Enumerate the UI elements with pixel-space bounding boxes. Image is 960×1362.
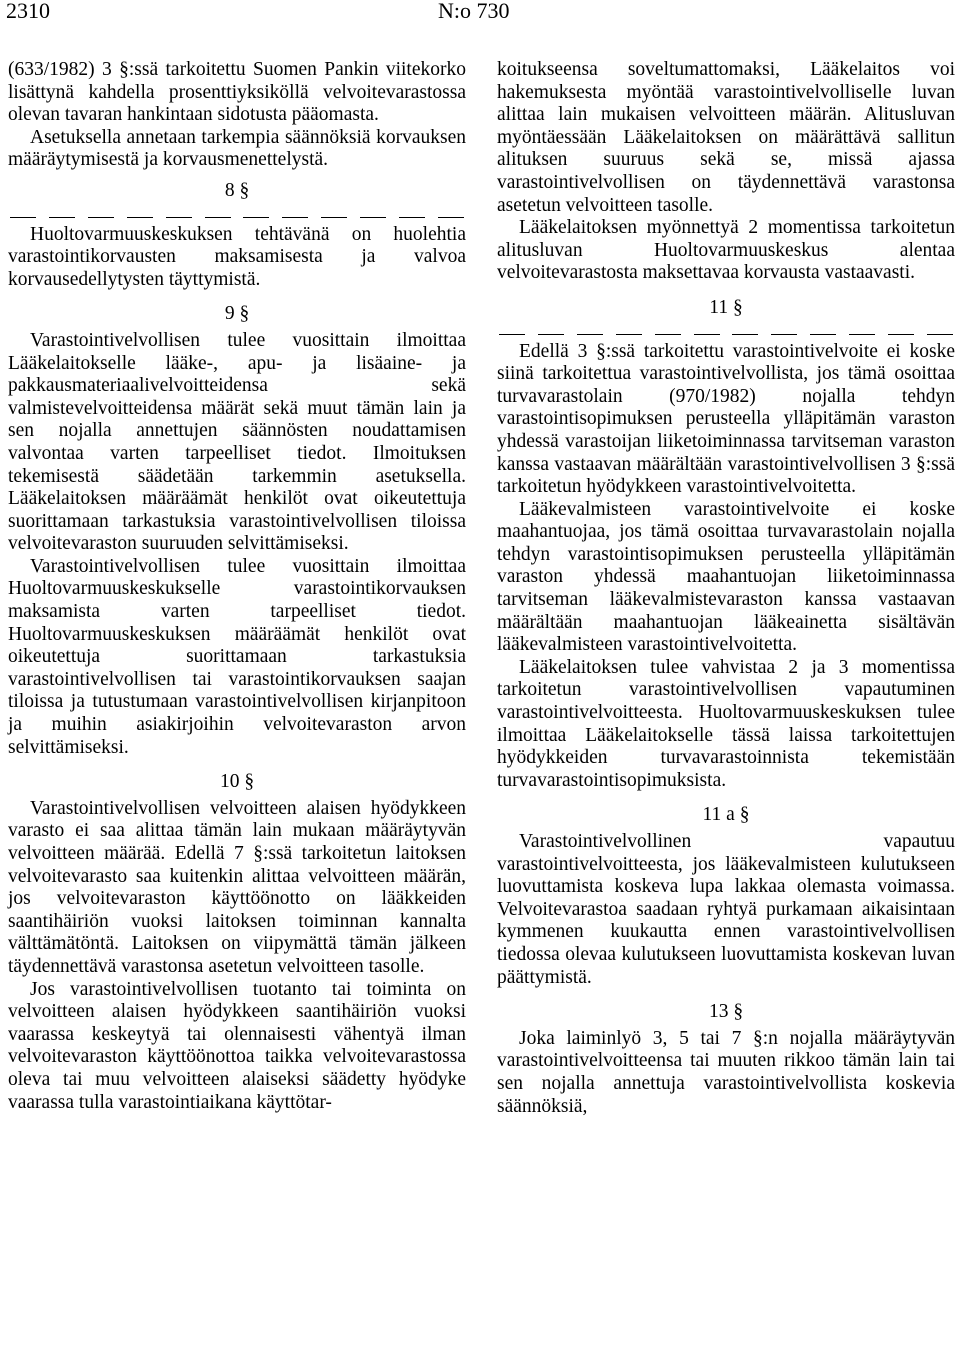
paragraph: (633/1982) 3 §:ssä tarkoitettu Suomen Pankin viitekorko lisättynä kahdella prosenttiyksiköllä velvoitevarastossa olevan tavaran hankintaan sidotusta pääomasta. [8, 59, 466, 126]
section-heading-10: 10 § [219, 771, 255, 793]
paragraph: Lääkelaitoksen myönnettyä 2 momentissa tarkoitetun alitusluvan Huoltovarmuuskeskus alentaa velvoitevarastosta maksettavaa korvausta vastaavasti. [497, 217, 955, 284]
omission-dashes [8, 207, 466, 218]
section-heading-13: 13 § [708, 1001, 744, 1023]
paragraph: Varastointivelvollisen tulee vuosittain ilmoittaa Lääkelaitokselle lääke-, apu- ja lisäaine- ja pakkausmateriaalivelvoitteidensa sekä valmistevelvoitteidensa määrät sekä muut tämän lain ja sen nojalla annettujen säännösten noudattamisen valvontaa varten tarpeelliset tiedot. Ilmoituksen tekemisestä säädetään tarkemmin asetuksella. Lääkelaitoksen määräämät henkilöt ovat oikeutettuja suorittamaan tarkastuksia varastointivelvollisen tiloissa velvoitevaraston suuruuden selvittämiseksi. [8, 329, 466, 555]
page-number: 2310 [6, 0, 50, 23]
paragraph: Lääkelaitoksen tulee vahvistaa 2 ja 3 momentissa tarkoitetun varastointivelvollisen vapautuminen varastointivelvoitteesta. Huoltovarmuuskeskuksen tulee ilmoittaa Lääkelaitokselle tässä laissa tarkoitettujen hyödykkeiden turvavarastoinnista tekemistään turvavarastointisopimuksista. [497, 656, 955, 791]
left-column [8, 59, 466, 1114]
issue-number: N:o 730 [438, 0, 510, 23]
omission-dashes [497, 324, 955, 335]
section-heading-11a: 11 a § [702, 804, 750, 826]
paragraph: Edellä 3 §:ssä tarkoitettu varastointivelvoite ei koske siinä tarkoitettua varastointivelvollista, jos tämä osoittaa turvavarastolain (970/1982) nojalla tehdyn varastointisopimuksen perusteella ylläpitämän varaston yhdessä varastoijan liiketoiminnassa tarvitseman varaston kanssa vastaavan määrältään varastointivelvollisen 3 §:ssä tarkoitetun hyödykkeen varastointivelvoitetta. [497, 340, 955, 498]
section-heading-9: 9 § [224, 303, 250, 325]
section-heading-8: 8 § [224, 179, 250, 201]
right-column [497, 59, 955, 1118]
paragraph: koitukseensa soveltumattomaksi, Lääkelaitos voi hakemuksesta myöntää varastointivelvolliselle luvan alittaa lain mukaisen velvoitteen määrän. Alitusluvan myöntäessään Lääkelaitoksen on määrättävä sallitun alituksen suuruus sekä se, missä ajassa varastointivelvollisen on täydennettävä varastonsa asetetun velvoitteen tasolle. [497, 59, 955, 216]
paragraph: Lääkevalmisteen varastointivelvoite ei koske maahantuojaa, jos tämä osoittaa turvavarastolain nojalla tehdyn varastointisopimuksen perusteella ylläpitämän varaston yhdessä maahantuojan liiketoiminnassa tarvitseman lääkevalmistevaraston kanssa vastaavan määrältään maahantuojan lääkeainetta sisältävän lääkevalmisteen varastointivelvoitetta. [497, 498, 955, 656]
page-header [0, 0, 960, 30]
paragraph: Varastointivelvollinen vapautuu varastointivelvoitteesta, jos lääkevalmisteen kulutukseen luovuttamista koskeva lupa lakkaa olemasta voimassa. Velvoitevarastoa saadaan ryhtyä purkamaan aikaisintaan kymmenen kuukautta ennen varastointivelvollisen tiedossa olevaa kulutukseen luovuttamista koskevan luvan päättymistä. [497, 831, 955, 988]
paragraph: Varastointivelvollisen velvoitteen alaisen hyödykkeen varasto ei saa alittaa tämän lain mukaan määräytyvän velvoitteen määrää. Edellä 7 §:ssä tarkoitetun laitoksen velvoitevarasto saa kuitenkin alittaa velvoitteen määrän, jos velvoitevaraston käyttöönotto on lääkkeiden saantihäiriön vuoksi laitoksen toiminnan kannalta välttämätöntä. Laitoksen on viipymättä tämän jälkeen täydennettävä varastonsa asetetun velvoitteen tasolle. [8, 797, 466, 977]
paragraph: Jos varastointivelvollisen tuotanto tai toiminta on velvoitteen alaisen hyödykkeen saantihäiriön vuoksi vaarassa keskeytyä tai olennaisesti vähentyä ilman velvoitevaraston käyttöönottoa taikka velvoitevarastossa oleva tai muu velvoitteen alaiseksi säädetty hyödyke vaarassa tulla varastointiaikana käyttötar- [8, 978, 466, 1113]
paragraph: Huoltovarmuuskeskuksen tehtävänä on huolehtia varastointikorvausten maksamisesta ja valvoa korvausedellytysten täyttymistä. [8, 223, 466, 290]
section-heading-11: 11 § [709, 296, 743, 318]
paragraph: Asetuksella annetaan tarkempia säännöksiä korvauksen määräytymisestä ja korvausmenettelystä. [8, 126, 466, 171]
paragraph: Joka laiminlyö 3, 5 tai 7 §:n nojalla määräytyvän varastointivelvoitteensa tai muuten rikkoo tämän lain tai sen nojalla annettuja varastointivelvollista koskevia säännöksiä, [497, 1027, 955, 1117]
paragraph: Varastointivelvollisen tulee vuosittain ilmoittaa Huoltovarmuuskeskukselle varastointikorvauksen maksamista varten tarpeelliset tiedot. Huoltovarmuuskeskuksen määräämät henkilöt ovat oikeutettuja suorittamaan tarkastuksia varastointivelvollisen tai varastointikorvauksen saajan tiloissa ja tutustumaan varastointivelvollisen kirjanpitoon ja muihin asiakirjoihin velvoitevaraston arvon selvittämiseksi. [8, 555, 466, 758]
